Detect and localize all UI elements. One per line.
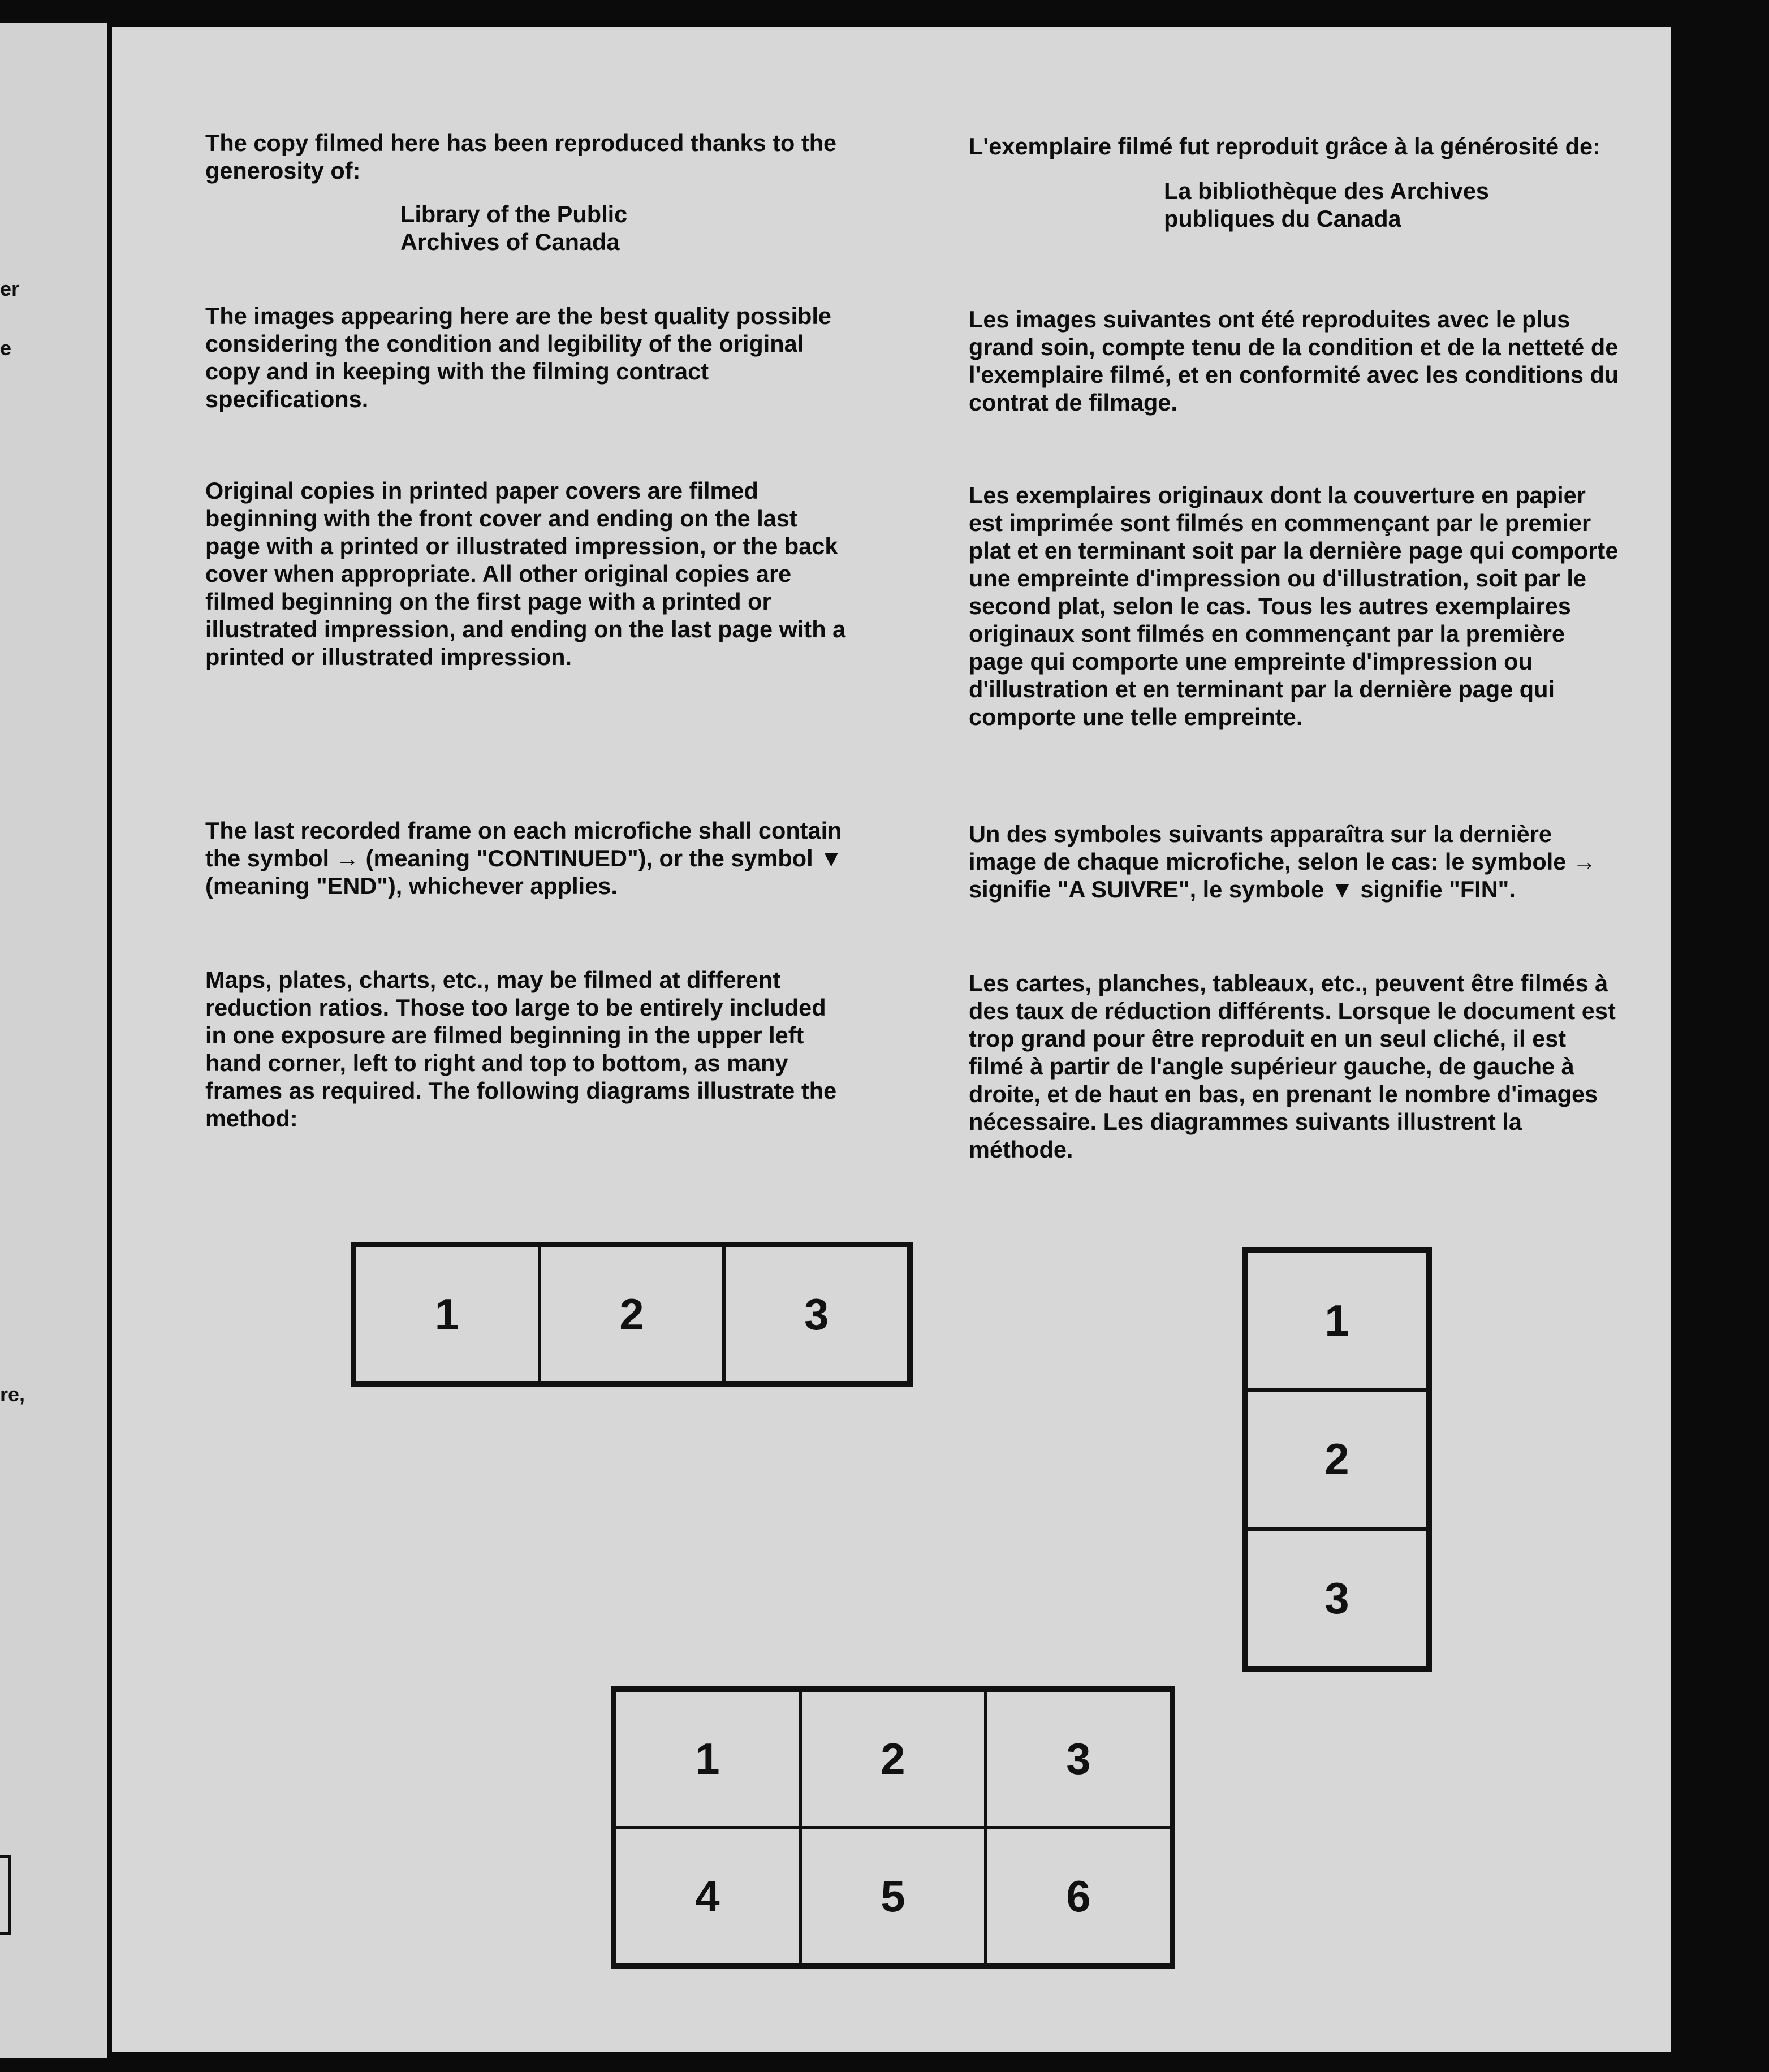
paragraph-text: signifie "FIN". [1360,876,1516,903]
french-intro [969,132,1625,232]
english-credit-line-2: Archives of Canada [400,228,620,255]
text-fragment: e [0,336,12,360]
english-intro [205,129,850,256]
paragraph-text: Maps, plates, charts, etc., may be filmed at different reduction ratios. Those too large to be entirely included in one exposure are filmed beginning in the upper left hand corner, left to right and top to bottom, as many frames as required. The following diagrams illustrate the method: [205,966,837,1132]
text-fragment: re, [0,1383,25,1406]
paragraph-text: Les cartes, planches, tableaux, etc., peuvent être filmés à des taux de réduction différents. Lorsque le document est trop grand pour être reproduit en un seul cliché, il est filmé à partir de l'angle supérieur gauche, de gauche à droite, et de haut en bas, en prenant le nombre d'images nécessaire. Les diagrammes suivants illustrent la méthode. [969,970,1616,1163]
frame-cell: 3 [1246,1529,1428,1668]
frame-cell: 2 [800,1690,986,1828]
paragraph-text: The last recorded frame on each microfiche shall contain the symbol [205,817,842,871]
french-credit-line-1: La bibliothèque des Archives [1164,178,1489,204]
english-quality-paragraph [205,302,850,413]
end-triangle-icon: ▼ [819,845,843,871]
french-maps-paragraph [969,969,1625,1163]
french-thanks: L'exemplaire filmé fut reproduit grâce à la générosité de: [969,133,1600,159]
french-credit-line-2: publiques du Canada [1164,205,1401,232]
paragraph-text: (meaning "END"), whichever applies. [205,873,618,899]
french-covers-paragraph [969,481,1625,731]
frame-cell: 3 [986,1690,1171,1828]
continued-arrow-icon: → [335,845,360,871]
english-thanks: The copy filmed here has been reproduced thanks to the generosity of: [205,130,837,184]
paragraph-text: (meaning "CONTINUED"), or the symbol [365,845,813,871]
paragraph-text: signifie "A SUIVRE", le symbole [969,876,1324,903]
end-triangle-icon: ▼ [1330,876,1354,903]
english-maps-paragraph [205,966,850,1132]
frame-cell: 2 [1246,1390,1428,1529]
paragraph-text: The images appearing here are the best quality possible considering the condition and legibility of the original copy and in keeping with the filming contract specifications. [205,303,832,412]
horizontal-frames-diagram [351,1242,913,1387]
frame-cell: 4 [615,1828,800,1965]
french-symbol-paragraph [969,820,1625,903]
vertical-frames-diagram [1242,1247,1432,1672]
continued-arrow-icon: → [1572,848,1597,875]
frame-cell: 2 [540,1246,724,1383]
english-symbol-paragraph [205,817,850,900]
frame-cell: 5 [800,1828,986,1965]
notice-page [112,27,1671,2052]
frame-cell: 1 [1246,1251,1428,1390]
english-covers-paragraph [205,477,850,671]
frame-cell: 1 [615,1690,800,1828]
paragraph-text: Les images suivantes ont été reproduites avec le plus grand soin, compte tenu de la condition et de la netteté de l'exemplaire filmé, et en conformité avec les conditions du contrat de filmage. [969,306,1619,416]
french-quality-paragraph [969,305,1625,416]
frame-cell: 6 [986,1828,1171,1965]
text-fragment: er [0,277,20,300]
frame-cell: 3 [724,1246,909,1383]
previous-page-strip [0,23,107,2058]
bracket-mark [0,1855,11,1935]
paragraph-text: Original copies in printed paper covers are filmed beginning with the front cover and ending on the last page with a printed or illustrated impression, or the back cover when appropriate. All other original copies are filmed beginning on the first page with a printed or illustrated impression, and ending on the last page with a printed or illustrated impression. [205,477,846,670]
paragraph-text: Un des symboles suivants apparaîtra sur la dernière image de chaque microfiche, selon le cas: le symbole [969,821,1567,875]
frame-cell: 1 [355,1246,540,1383]
paragraph-text: Les exemplaires originaux dont la couverture en papier est imprimée sont filmés en commençant par le premier plat et en terminant soit par la dernière page qui comporte une empreinte d'impression ou d'illustration, soit par le second plat, selon le cas. Tous les autres exemplaires originaux sont filmés en commençant par la première page qui comporte une empreinte d'impression ou d'illustration et en terminant par la dernière page qui comporte une telle empreinte. [969,482,1619,730]
english-credit-line-1: Library of the Public [400,201,628,227]
grid-frames-diagram [611,1686,1175,1969]
